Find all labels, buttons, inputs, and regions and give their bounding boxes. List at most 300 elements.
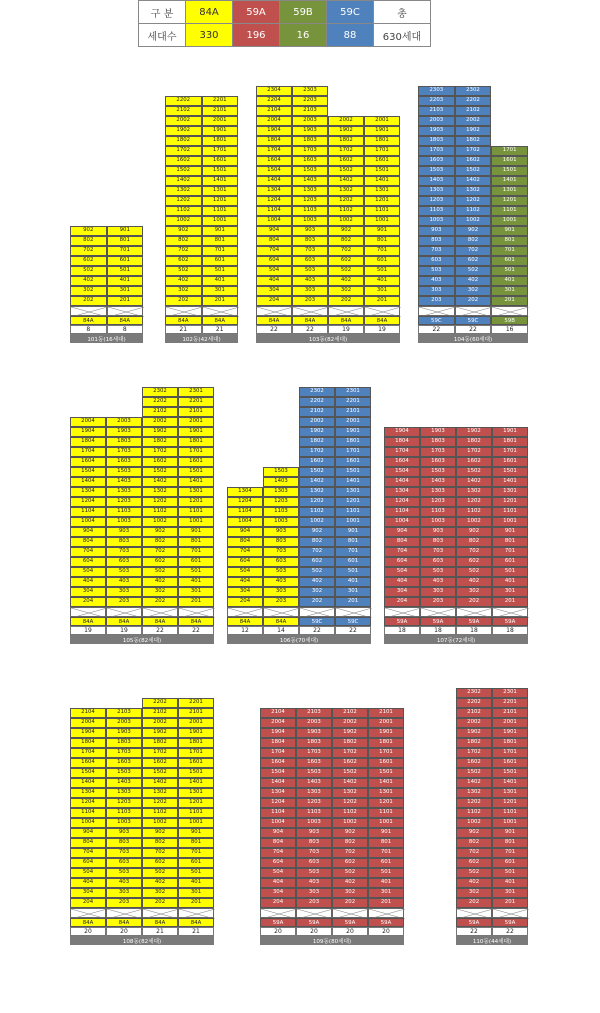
unit-cell: 601 <box>364 256 400 266</box>
unit-type-label: 59A <box>456 617 492 626</box>
unit-cell: 1403 <box>296 778 332 788</box>
unit-cell: 1303 <box>292 186 328 196</box>
line-unit-count: 22 <box>299 626 335 635</box>
unit-cell: 1302 <box>142 788 178 798</box>
unit-cell: 1601 <box>491 156 528 166</box>
unit-cell: 1104 <box>384 507 420 517</box>
unit-type-label: 59A <box>296 918 332 927</box>
unit-cell: 1601 <box>178 457 214 467</box>
line-unit-count: 18 <box>456 626 492 635</box>
line-unit-count: 20 <box>332 927 368 936</box>
pilotis-cell <box>263 607 299 617</box>
unit-cell: 2103 <box>292 106 328 116</box>
pilotis-cell <box>420 607 456 617</box>
unit-cell: 302 <box>70 286 107 296</box>
pilotis-cell <box>368 908 404 918</box>
pilotis-cell <box>165 306 202 316</box>
unit-cell: 804 <box>260 838 296 848</box>
unit-cell: 1302 <box>456 487 492 497</box>
unit-cell: 801 <box>107 236 144 246</box>
unit-cell: 802 <box>332 838 368 848</box>
unit-cell: 1103 <box>418 206 455 216</box>
unit-cell: 903 <box>418 226 455 236</box>
unit-cell: 1201 <box>368 798 404 808</box>
line-unit-count: 22 <box>418 325 455 334</box>
unit-cell: 701 <box>492 848 528 858</box>
unit-cell: 1603 <box>418 156 455 166</box>
unit-cell: 2201 <box>178 397 214 407</box>
unit-cell: 1502 <box>456 768 492 778</box>
unit-cell: 204 <box>70 597 106 607</box>
unit-cell: 1604 <box>70 457 106 467</box>
unit-cell: 2001 <box>492 718 528 728</box>
unit-cell: 2103 <box>418 106 455 116</box>
unit-cell: 1101 <box>492 808 528 818</box>
unit-cell: 601 <box>107 256 144 266</box>
unit-cell: 2101 <box>178 407 214 417</box>
unit-cell: 1203 <box>106 798 142 808</box>
unit-cell: 1303 <box>418 186 455 196</box>
unit-cell: 2302 <box>299 387 335 397</box>
unit-cell: 604 <box>70 557 106 567</box>
unit-cell: 504 <box>70 868 106 878</box>
unit-cell: 901 <box>178 828 214 838</box>
unit-cell: 2102 <box>142 708 178 718</box>
line-unit-count: 20 <box>296 927 332 936</box>
unit-cell: 1302 <box>332 788 368 798</box>
unit-cell: 1603 <box>106 457 142 467</box>
unit-cell: 902 <box>70 226 107 236</box>
unit-cell: 404 <box>70 878 106 888</box>
unit-cell: 801 <box>178 838 214 848</box>
building-caption: 101동(16세대) <box>70 334 143 343</box>
unit-cell: 1903 <box>292 126 328 136</box>
unit-cell: 1104 <box>260 808 296 818</box>
unit-cell: 1704 <box>384 447 420 457</box>
unit-cell: 202 <box>70 296 107 306</box>
building-caption: 103동(82세대) <box>256 334 400 343</box>
unit-cell: 1603 <box>420 457 456 467</box>
unit-cell: 2101 <box>202 106 239 116</box>
unit-cell: 1901 <box>335 427 371 437</box>
unit-cell: 1802 <box>328 136 364 146</box>
unit-type-label: 84A <box>202 316 239 325</box>
unit-cell: 1901 <box>364 126 400 136</box>
unit-cell: 304 <box>384 587 420 597</box>
unit-cell: 802 <box>456 537 492 547</box>
unit-type-label: 59A <box>492 918 528 927</box>
unit-cell: 1202 <box>299 497 335 507</box>
unit-type-label: 84A <box>256 316 292 325</box>
unit-cell: 1704 <box>260 748 296 758</box>
unit-cell: 603 <box>106 858 142 868</box>
unit-cell: 903 <box>420 527 456 537</box>
unit-type-label: 84A <box>142 617 178 626</box>
unit-cell: 1602 <box>456 758 492 768</box>
line-unit-count: 19 <box>70 626 106 635</box>
unit-cell: 2002 <box>328 116 364 126</box>
unit-cell: 1703 <box>106 748 142 758</box>
unit-cell: 1003 <box>106 818 142 828</box>
unit-cell: 1103 <box>263 507 299 517</box>
line-unit-count: 18 <box>420 626 456 635</box>
line-unit-count: 19 <box>364 325 400 334</box>
unit-cell: 1801 <box>492 437 528 447</box>
unit-cell: 603 <box>292 256 328 266</box>
unit-cell: 2002 <box>142 417 178 427</box>
unit-cell: 804 <box>70 838 106 848</box>
unit-cell: 202 <box>299 597 335 607</box>
unit-cell: 1001 <box>178 818 214 828</box>
unit-cell: 2002 <box>456 718 492 728</box>
unit-cell: 1501 <box>178 467 214 477</box>
line-unit-count: 20 <box>106 927 142 936</box>
unit-cell: 1204 <box>227 497 263 507</box>
unit-cell: 602 <box>456 858 492 868</box>
unit-cell: 703 <box>263 547 299 557</box>
pilotis-cell <box>70 607 106 617</box>
unit-cell: 503 <box>296 868 332 878</box>
unit-cell: 1602 <box>142 457 178 467</box>
unit-cell: 1202 <box>455 196 492 206</box>
unit-cell: 604 <box>260 858 296 868</box>
pilotis-cell <box>418 306 455 316</box>
unit-cell: 1801 <box>335 437 371 447</box>
unit-cell: 501 <box>107 266 144 276</box>
unit-cell: 501 <box>178 567 214 577</box>
unit-cell: 1703 <box>106 447 142 457</box>
unit-cell: 301 <box>178 888 214 898</box>
unit-cell: 1701 <box>202 146 239 156</box>
unit-cell: 1301 <box>178 788 214 798</box>
unit-cell: 402 <box>456 878 492 888</box>
unit-cell: 1502 <box>299 467 335 477</box>
unit-cell: 1903 <box>106 427 142 437</box>
line-unit-count: 8 <box>107 325 144 334</box>
unit-cell: 704 <box>227 547 263 557</box>
unit-cell: 204 <box>70 898 106 908</box>
unit-cell: 1401 <box>178 778 214 788</box>
unit-cell: 1604 <box>260 758 296 768</box>
pilotis-cell <box>492 607 528 617</box>
unit-cell: 303 <box>106 587 142 597</box>
unit-cell: 802 <box>455 236 492 246</box>
unit-cell: 2103 <box>106 708 142 718</box>
unit-cell: 404 <box>256 276 292 286</box>
pilotis-cell <box>142 908 178 918</box>
unit-cell: 1001 <box>202 216 239 226</box>
unit-cell: 1602 <box>328 156 364 166</box>
unit-cell: 1302 <box>142 487 178 497</box>
line-unit-count: 18 <box>384 626 420 635</box>
unit-cell: 1503 <box>263 467 299 477</box>
unit-cell: 1901 <box>202 126 239 136</box>
unit-cell: 1002 <box>165 216 202 226</box>
unit-type-label: 84A <box>106 617 142 626</box>
unit-cell: 1504 <box>256 166 292 176</box>
unit-cell: 1401 <box>492 778 528 788</box>
unit-cell: 1304 <box>70 487 106 497</box>
unit-cell: 1304 <box>260 788 296 798</box>
unit-cell: 803 <box>292 236 328 246</box>
unit-cell: 1203 <box>296 798 332 808</box>
unit-cell: 1804 <box>70 738 106 748</box>
legend-59b-count: 16 <box>280 24 327 47</box>
unit-cell: 501 <box>202 266 239 276</box>
unit-cell: 1904 <box>384 427 420 437</box>
unit-cell: 1002 <box>142 818 178 828</box>
unit-cell: 1704 <box>70 447 106 457</box>
unit-type-label: 59C <box>418 316 455 325</box>
unit-cell: 1604 <box>384 457 420 467</box>
unit-cell: 1901 <box>492 728 528 738</box>
unit-cell: 301 <box>368 888 404 898</box>
unit-cell: 801 <box>492 838 528 848</box>
unit-cell: 1803 <box>106 437 142 447</box>
unit-cell: 201 <box>178 597 214 607</box>
unit-cell: 2004 <box>70 417 106 427</box>
pilotis-cell <box>260 908 296 918</box>
unit-cell: 1202 <box>142 497 178 507</box>
pilotis-cell <box>456 607 492 617</box>
unit-cell: 1003 <box>420 517 456 527</box>
unit-cell: 1702 <box>328 146 364 156</box>
unit-cell: 604 <box>384 557 420 567</box>
unit-cell: 1002 <box>455 216 492 226</box>
unit-cell: 304 <box>256 286 292 296</box>
unit-cell: 804 <box>256 236 292 246</box>
unit-cell: 2001 <box>364 116 400 126</box>
unit-cell: 902 <box>332 828 368 838</box>
unit-cell: 2001 <box>202 116 239 126</box>
unit-cell: 2202 <box>142 698 178 708</box>
unit-cell: 301 <box>335 587 371 597</box>
unit-cell: 1301 <box>492 487 528 497</box>
unit-type-label: 59A <box>260 918 296 927</box>
unit-cell: 1801 <box>202 136 239 146</box>
unit-cell: 702 <box>456 547 492 557</box>
unit-cell: 1001 <box>178 517 214 527</box>
unit-cell: 501 <box>368 868 404 878</box>
unit-cell: 203 <box>420 597 456 607</box>
unit-cell: 1302 <box>299 487 335 497</box>
unit-cell: 1103 <box>420 507 456 517</box>
legend-84a-count: 330 <box>186 24 233 47</box>
unit-cell: 702 <box>332 848 368 858</box>
unit-cell: 201 <box>492 898 528 908</box>
unit-cell: 2304 <box>256 86 292 96</box>
unit-cell: 1502 <box>142 768 178 778</box>
unit-cell: 1201 <box>178 798 214 808</box>
unit-cell: 2301 <box>335 387 371 397</box>
unit-cell: 703 <box>292 246 328 256</box>
unit-cell: 1003 <box>292 216 328 226</box>
unit-cell: 701 <box>491 246 528 256</box>
unit-cell: 1501 <box>492 467 528 477</box>
unit-cell: 1203 <box>420 497 456 507</box>
unit-cell: 1403 <box>420 477 456 487</box>
unit-type-label: 59A <box>420 617 456 626</box>
unit-cell: 1901 <box>492 427 528 437</box>
line-unit-count: 22 <box>142 626 178 635</box>
unit-cell: 903 <box>292 226 328 236</box>
legend-total: 총 <box>374 1 431 24</box>
unit-cell: 1701 <box>178 748 214 758</box>
unit-cell: 1301 <box>335 487 371 497</box>
unit-cell: 1304 <box>227 487 263 497</box>
unit-cell: 904 <box>70 828 106 838</box>
unit-cell: 402 <box>70 276 107 286</box>
unit-cell: 1103 <box>292 206 328 216</box>
unit-type-label: 84A <box>178 617 214 626</box>
unit-type-label: 84A <box>70 617 106 626</box>
unit-cell: 901 <box>335 527 371 537</box>
unit-cell: 204 <box>227 597 263 607</box>
unit-cell: 502 <box>455 266 492 276</box>
unit-cell: 801 <box>202 236 239 246</box>
unit-cell: 1904 <box>70 427 106 437</box>
unit-cell: 502 <box>456 868 492 878</box>
unit-cell: 1204 <box>70 798 106 808</box>
unit-cell: 304 <box>260 888 296 898</box>
unit-cell: 603 <box>420 557 456 567</box>
unit-cell: 1401 <box>491 176 528 186</box>
unit-cell: 1402 <box>299 477 335 487</box>
pilotis-cell <box>256 306 292 316</box>
unit-cell: 503 <box>106 567 142 577</box>
unit-cell: 1003 <box>296 818 332 828</box>
unit-cell: 2201 <box>178 698 214 708</box>
unit-cell: 303 <box>292 286 328 296</box>
unit-cell: 1801 <box>178 437 214 447</box>
unit-cell: 702 <box>70 246 107 256</box>
unit-cell: 1104 <box>256 206 292 216</box>
pilotis-cell <box>296 908 332 918</box>
unit-cell: 803 <box>263 537 299 547</box>
unit-cell: 403 <box>420 577 456 587</box>
unit-type-label: 84A <box>142 918 178 927</box>
unit-cell: 702 <box>328 246 364 256</box>
unit-cell: 202 <box>332 898 368 908</box>
unit-cell: 204 <box>256 296 292 306</box>
unit-cell: 1003 <box>263 517 299 527</box>
unit-cell: 2001 <box>368 718 404 728</box>
unit-cell: 1502 <box>328 166 364 176</box>
unit-cell: 1404 <box>70 778 106 788</box>
unit-cell: 603 <box>296 858 332 868</box>
unit-cell: 904 <box>70 527 106 537</box>
unit-type-label: 84A <box>178 918 214 927</box>
unit-cell: 504 <box>70 567 106 577</box>
unit-cell: 1903 <box>420 427 456 437</box>
unit-cell: 2101 <box>492 708 528 718</box>
unit-cell: 201 <box>107 296 144 306</box>
pilotis-cell <box>70 908 106 918</box>
unit-cell: 303 <box>420 587 456 597</box>
unit-cell: 1704 <box>256 146 292 156</box>
legend-header-label: 구 분 <box>139 1 186 24</box>
unit-cell: 403 <box>418 276 455 286</box>
unit-cell: 902 <box>299 527 335 537</box>
unit-cell: 602 <box>165 256 202 266</box>
unit-cell: 1502 <box>455 166 492 176</box>
unit-cell: 1502 <box>456 467 492 477</box>
line-unit-count: 22 <box>455 325 492 334</box>
unit-cell: 1101 <box>202 206 239 216</box>
unit-cell: 701 <box>335 547 371 557</box>
unit-cell: 803 <box>420 537 456 547</box>
unit-cell: 401 <box>335 577 371 587</box>
unit-cell: 301 <box>202 286 239 296</box>
unit-cell: 502 <box>328 266 364 276</box>
unit-cell: 1801 <box>368 738 404 748</box>
unit-cell: 1803 <box>418 136 455 146</box>
unit-cell: 802 <box>328 236 364 246</box>
unit-cell: 2201 <box>202 96 239 106</box>
unit-cell: 1104 <box>70 808 106 818</box>
unit-cell: 501 <box>491 266 528 276</box>
unit-cell: 602 <box>142 557 178 567</box>
unit-cell: 1101 <box>178 808 214 818</box>
unit-cell: 2104 <box>260 708 296 718</box>
unit-cell: 1001 <box>492 517 528 527</box>
unit-cell: 1302 <box>165 186 202 196</box>
unit-cell: 1401 <box>368 778 404 788</box>
unit-cell: 703 <box>106 547 142 557</box>
unit-cell: 1601 <box>364 156 400 166</box>
unit-cell: 602 <box>142 858 178 868</box>
line-unit-count: 22 <box>178 626 214 635</box>
unit-cell: 1201 <box>364 196 400 206</box>
unit-cell: 1203 <box>106 497 142 507</box>
unit-type-label: 84A <box>70 918 106 927</box>
unit-cell: 2303 <box>418 86 455 96</box>
unit-type-label: 59A <box>492 617 528 626</box>
unit-cell: 2001 <box>178 417 214 427</box>
line-unit-count: 22 <box>456 927 492 936</box>
unit-cell: 1003 <box>418 216 455 226</box>
line-unit-count: 20 <box>368 927 404 936</box>
unit-cell: 1601 <box>492 457 528 467</box>
unit-type-label: 84A <box>106 918 142 927</box>
unit-cell: 1701 <box>335 447 371 457</box>
unit-type-label: 59C <box>335 617 371 626</box>
unit-cell: 1202 <box>328 196 364 206</box>
unit-cell: 602 <box>455 256 492 266</box>
unit-cell: 403 <box>292 276 328 286</box>
unit-cell: 902 <box>456 828 492 838</box>
unit-cell: 1103 <box>106 808 142 818</box>
unit-cell: 1203 <box>292 196 328 206</box>
unit-cell: 202 <box>456 597 492 607</box>
unit-cell: 504 <box>256 266 292 276</box>
unit-cell: 304 <box>70 888 106 898</box>
unit-cell: 404 <box>227 577 263 587</box>
unit-cell: 1001 <box>368 818 404 828</box>
line-unit-count: 21 <box>165 325 202 334</box>
unit-cell: 504 <box>227 567 263 577</box>
unit-cell: 1003 <box>106 517 142 527</box>
line-unit-count: 20 <box>70 927 106 936</box>
unit-cell: 1504 <box>384 467 420 477</box>
unit-cell: 602 <box>332 858 368 868</box>
unit-cell: 2201 <box>335 397 371 407</box>
unit-cell: 1702 <box>299 447 335 457</box>
unit-type-label: 59B <box>491 316 528 325</box>
unit-cell: 1604 <box>256 156 292 166</box>
unit-cell: 1903 <box>296 728 332 738</box>
unit-cell: 302 <box>332 888 368 898</box>
